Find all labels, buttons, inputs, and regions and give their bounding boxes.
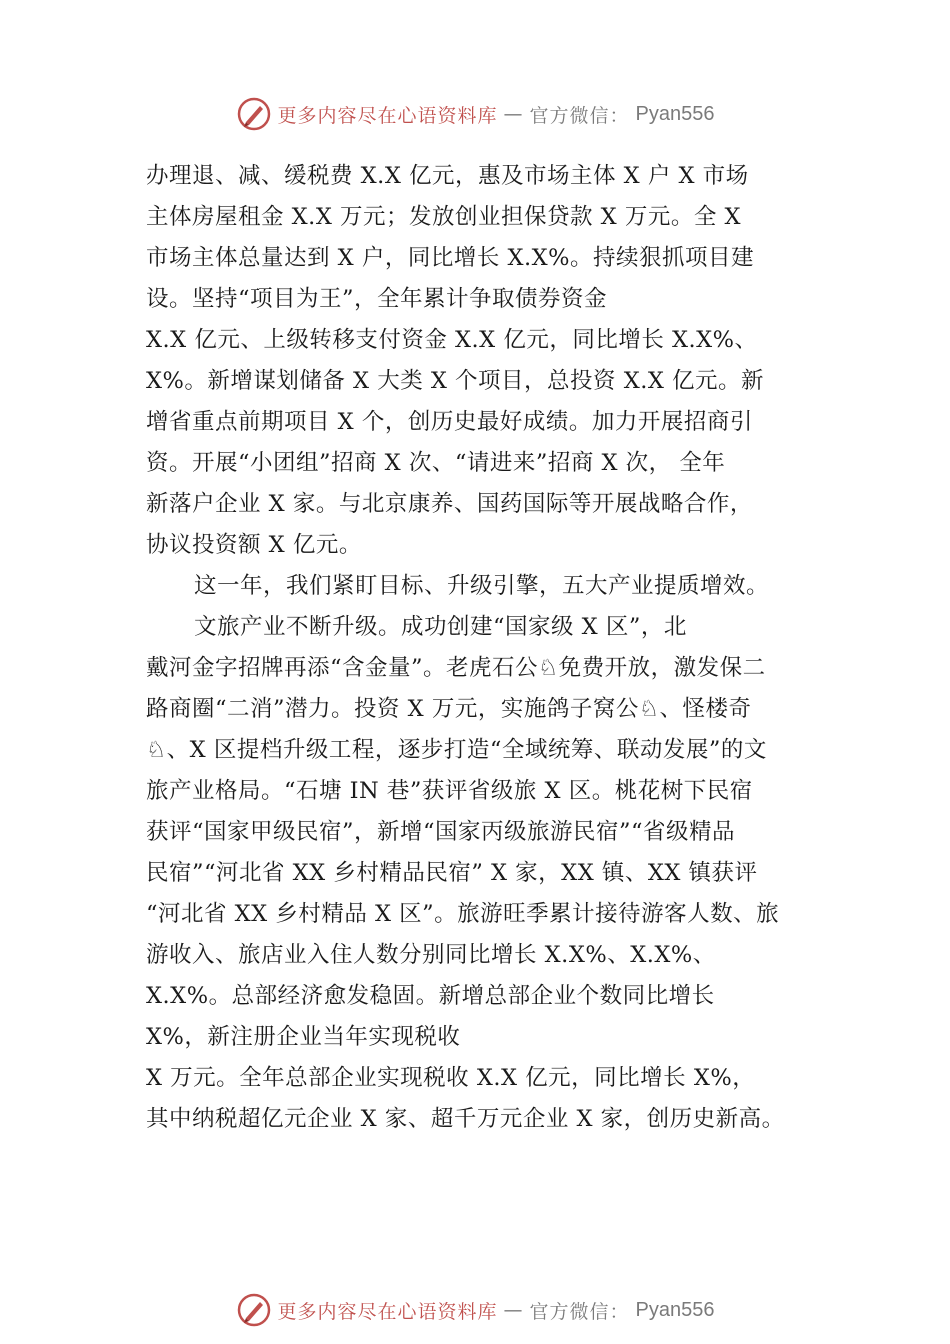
text-line: “河北省 XX 乡村精品 X 区”。旅游旺季累计接待游客人数、旅 <box>146 901 780 927</box>
banner-wechat-id: Pyan556 <box>635 1298 715 1321</box>
banner-official: 官方微信： <box>529 1300 630 1323</box>
banner-wechat-id: Pyan556 <box>635 102 715 125</box>
text-line: X.X 亿元、上级转移支付资金 X.X 亿元，同比增长 X.X%、 <box>146 327 758 353</box>
banner-dash: — <box>503 1299 524 1321</box>
text-line: X%。新增谋划储备 X 大类 X 个项目，总投资 X.X 亿元。新 <box>146 368 765 394</box>
text-line: 民宿”“河北省 XX 乡村精品民宿” X 家，XX 镇、XX 镇获评 <box>146 860 758 886</box>
text-line: 增省重点前期项目 X 个，创历史最好成绩。加力开展招商引 <box>146 409 753 435</box>
text-line: 文旅产业不断升级。成功创建“国家级 X 区”，北 <box>194 614 687 640</box>
text-line: 这一年，我们紧盯目标、升级引擎，五大产业提质增效。 <box>194 573 770 599</box>
document-body <box>146 156 826 1140</box>
text-line: 市场主体总量达到 X 户，同比增长 X.X%。持续狠抓项目建 <box>146 245 755 271</box>
text-line: 办理退、减、缓税费 X.X 亿元，惠及市场主体 X 户 X 市场 <box>146 163 749 189</box>
text-line: 主体房屋租金 X.X 万元；发放创业担保贷款 X 万元。全 X <box>146 204 741 230</box>
text-line: X 万元。全年总部企业实现税收 X.X 亿元，同比增长 X%， <box>146 1065 756 1091</box>
text-line: 其中纳税超亿元企业 X 家、超千万元企业 X 家，创历史新高。 <box>146 1106 785 1132</box>
footer-banner <box>0 1290 950 1330</box>
pen-logo-icon <box>236 96 272 132</box>
text-line: 获评“国家甲级民宿”，新增“国家丙级旅游民宿”“省级精品 <box>146 819 736 845</box>
banner-dash: — <box>503 103 524 125</box>
banner-brand: 更多内容尽在心语资料库 <box>277 1300 498 1323</box>
text-line: 协议投资额 X 亿元。 <box>146 532 362 558</box>
text-line: 资。开展“小团组”招商 X 次、“请进来”招商 X 次， 全年 <box>146 450 726 476</box>
text-line: 旅产业格局。“石塘 IN 巷”获评省级旅 X 区。桃花树下民宿 <box>146 778 753 804</box>
text-line: 戴河金字招牌再添“含金量”。老虎石公♘免费开放，激发保二 <box>146 655 766 681</box>
text-line: 设。坚持“项目为王”，全年累计争取债券资金 <box>146 286 608 312</box>
banner-brand: 更多内容尽在心语资料库 <box>277 104 498 127</box>
text-line: ♘、X 区提档升级工程，逐步打造“全域统筹、联动发展”的文 <box>146 737 767 763</box>
text-line: 新落户企业 X 家。与北京康养、国药国际等开展战略合作， <box>146 491 753 517</box>
text-line: X%，新注册企业当年实现税收 <box>146 1024 461 1050</box>
header-banner <box>0 94 950 134</box>
pen-logo-icon <box>236 1292 272 1328</box>
banner-official: 官方微信： <box>529 104 630 127</box>
text-line: X.X%。总部经济愈发稳固。新增总部企业个数同比增长 <box>146 983 715 1009</box>
text-line: 路商圈“二消”潜力。投资 X 万元，实施鸽子窝公♘、怪楼奇 <box>146 696 752 722</box>
text-line: 游收入、旅店业入住人数分别同比增长 X.X%、X.X%、 <box>146 942 716 968</box>
